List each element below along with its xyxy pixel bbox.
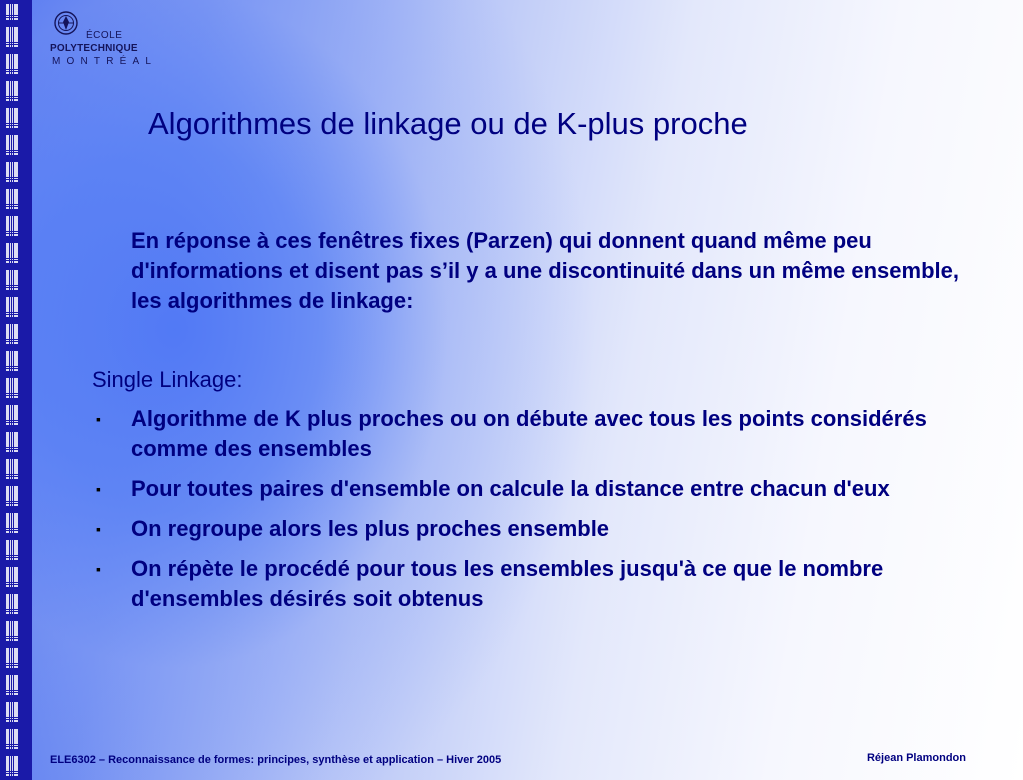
footer-author: Réjean Plamondon xyxy=(866,752,966,764)
bullet-text: On regroupe alors les plus proches ensemble xyxy=(131,516,610,541)
bullet-item xyxy=(92,514,982,544)
strip-pattern xyxy=(6,4,18,776)
square-bullet-icon: ▪ xyxy=(96,411,101,427)
section-heading: Single Linkage: xyxy=(92,367,243,392)
polytechnique-emblem-icon xyxy=(53,10,79,36)
square-bullet-icon: ▪ xyxy=(96,481,101,497)
intro-paragraph: En réponse à ces fenêtres fixes (Parzen) qui donnent quand même peu d'informations et disent pas s’il y a une discontinuité dans un même ensemble, les algorithmes de linkage: xyxy=(131,228,959,313)
logo-text-polytechnique: POLYTECHNIQUE xyxy=(50,43,138,54)
left-decorative-strip xyxy=(0,0,32,780)
square-bullet-icon: ▪ xyxy=(96,521,101,537)
bullet-text: Pour toutes paires d'ensemble on calcule la distance entre chacun d'eux xyxy=(131,476,890,501)
slide-title: Algorithmes de linkage ou de K-plus proche xyxy=(148,106,748,141)
bullet-item xyxy=(92,474,982,504)
bullet-list xyxy=(92,404,982,624)
logo-text-ecole: ÉCOLE xyxy=(86,30,123,41)
bullet-text: On répète le procédé pour tous les ensembles jusqu'à ce que le nombre d'ensembles désirés soit obtenus xyxy=(131,556,884,611)
bullet-text: Algorithme de K plus proches ou on débute avec tous les points considérés comme des ensembles xyxy=(131,406,927,461)
square-bullet-icon: ▪ xyxy=(96,561,101,577)
bullet-item xyxy=(92,554,982,614)
bullet-item xyxy=(92,404,982,464)
logo-text-montreal: MONTRÉAL xyxy=(52,56,158,67)
school-logo xyxy=(50,8,160,72)
footer-course: ELE6302 – Reconnaissance de formes: principes, synthèse et application – Hiver 2005 xyxy=(50,754,502,766)
